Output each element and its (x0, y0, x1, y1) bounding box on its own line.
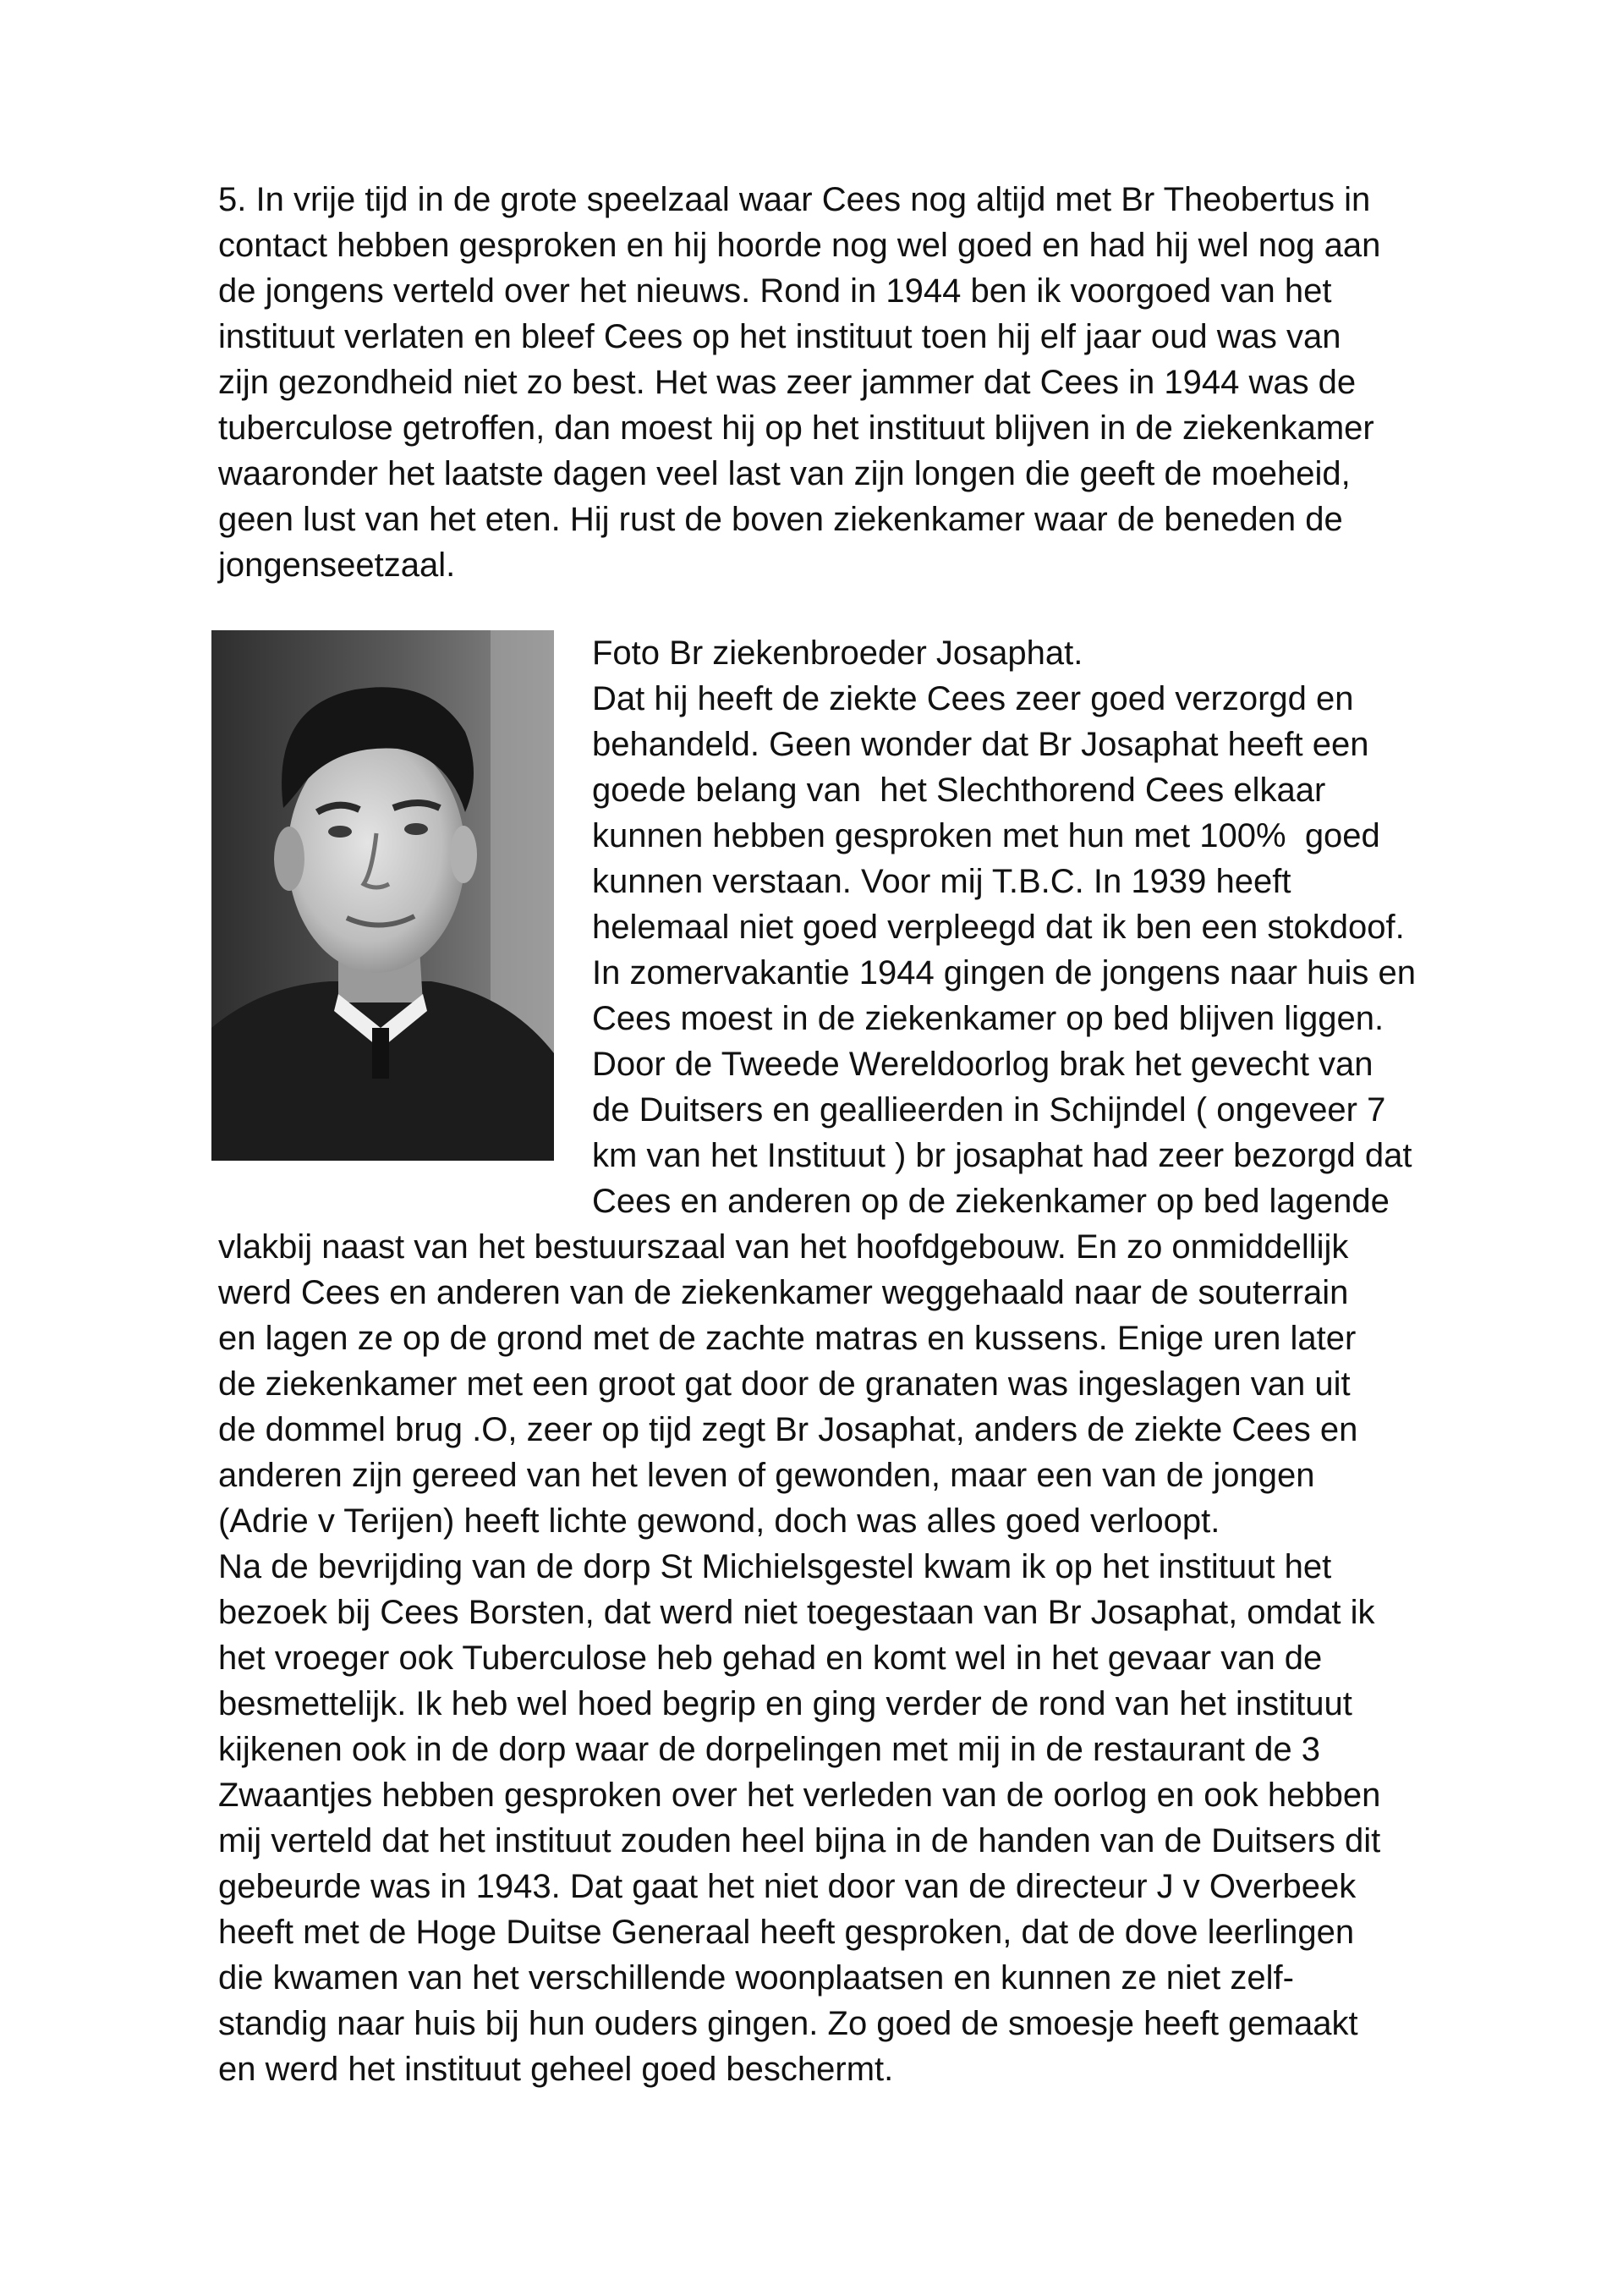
photo-caption: Foto Br ziekenbroeder Josaphat. (592, 634, 1083, 672)
text-line: kunnen hebben gesproken met hun met 100% goed (592, 817, 1380, 854)
portrait-photo (211, 630, 554, 1161)
text-line: besmettelijk. Ik heb wel hoed begrip en ging verder de rond van het instituut (218, 1685, 1352, 1722)
text-line: km van het Instituut ) br josaphat had zeer bezorgd dat (592, 1137, 1412, 1174)
text-line: de dommel brug .O, zeer op tijd zegt Br Josaphat, anders de ziekte Cees en (218, 1411, 1358, 1448)
text-line: (Adrie v Terijen) heeft lichte gewond, doch was alles goed verloopt. (218, 1502, 1220, 1540)
text-line: Dat hij heeft de ziekte Cees zeer goed verzorgd en (592, 680, 1354, 717)
text-line: die kwamen van het verschillende woonplaatsen en kunnen ze niet zelf- (218, 1959, 1294, 1997)
text-line: In zomervakantie 1944 gingen de jongens naar huis en (592, 954, 1417, 991)
text-line: goede belang van het Slechthorend Cees elkaar (592, 772, 1326, 809)
text-line: Cees en anderen op de ziekenkamer op bed lagende (592, 1183, 1390, 1220)
text-line: mij verteld dat het instituut zouden heel bijna in de handen van de Duitsers dit (218, 1822, 1381, 1859)
text-line: zijn gezondheid niet zo best. Het was zeer jammer dat Cees in 1944 was de (218, 364, 1357, 401)
text-line: jongenseetzaal. (218, 547, 456, 584)
text-line: gebeurde was in 1943. Dat gaat het niet door van de directeur J v Overbeek (218, 1868, 1357, 1905)
text-line: standig naar huis bij hun ouders gingen. Zo goed de smoesje heeft gemaakt (218, 2005, 1358, 2042)
text-line: Cees moest in de ziekenkamer op bed blijven liggen. (592, 1000, 1384, 1037)
text-line: bezoek bij Cees Borsten, dat werd niet toegestaan van Br Josaphat, omdat ik (218, 1594, 1375, 1631)
text-line: helemaal niet goed verpleegd dat ik ben een stokdoof. (592, 909, 1405, 946)
text-line: Na de bevrijding van de dorp St Michielsgestel kwam ik op het instituut het (218, 1548, 1332, 1585)
text-line: kijkenen ook in de dorp waar de dorpelingen met mij in de restaurant de 3 (218, 1731, 1321, 1768)
text-line: vlakbij naast van het bestuurszaal van het hoofdgebouw. En zo onmiddellijk (218, 1228, 1349, 1266)
text-line: het vroeger ook Tuberculose heb gehad en komt wel in het gevaar van de (218, 1640, 1323, 1677)
text-line: Door de Tweede Wereldoorlog brak het gevecht van (592, 1046, 1374, 1083)
text-line: en werd het instituut geheel goed beschermt. (218, 2051, 894, 2088)
text-line: anderen zijn gereed van het leven of gewonden, maar een van de jongen (218, 1457, 1315, 1494)
text-line: 5. In vrije tijd in de grote speelzaal waar Cees nog altijd met Br Theobertus in (218, 181, 1371, 218)
text-line: tuberculose getroffen, dan moest hij op het instituut blijven in de ziekenkamer (218, 409, 1374, 447)
text-line: de ziekenkamer met een groot gat door de granaten was ingeslagen van uit (218, 1365, 1351, 1403)
text-line: Zwaantjes hebben gesproken over het verleden van de oorlog en ook hebben (218, 1777, 1381, 1814)
text-line: instituut verlaten en bleef Cees op het instituut toen hij elf jaar oud was van (218, 318, 1341, 355)
text-line: waaronder het laatste dagen veel last van zijn longen die geeft de moeheid, (218, 455, 1351, 492)
text-line: en lagen ze op de grond met de zachte matras en kussens. Enige uren later (218, 1320, 1357, 1357)
text-line: werd Cees en anderen van de ziekenkamer weggehaald naar de souterrain (218, 1274, 1349, 1311)
text-line: de jongens verteld over het nieuws. Rond in 1944 ben ik voorgoed van het (218, 272, 1332, 310)
portrait-illustration (211, 630, 554, 1161)
text-line: geen lust van het eten. Hij rust de boven ziekenkamer waar de beneden de (218, 501, 1343, 538)
text-line: heeft met de Hoge Duitse Generaal heeft gesproken, dat de dove leerlingen (218, 1914, 1355, 1951)
text-line: de Duitsers en geallieerden in Schijndel ( ongeveer 7 (592, 1091, 1386, 1129)
text-line: behandeld. Geen wonder dat Br Josaphat heeft een (592, 726, 1369, 763)
text-line: kunnen verstaan. Voor mij T.B.C. In 1939 heeft (592, 863, 1291, 900)
text-line: contact hebben gesproken en hij hoorde nog wel goed en had hij wel nog aan (218, 227, 1381, 264)
